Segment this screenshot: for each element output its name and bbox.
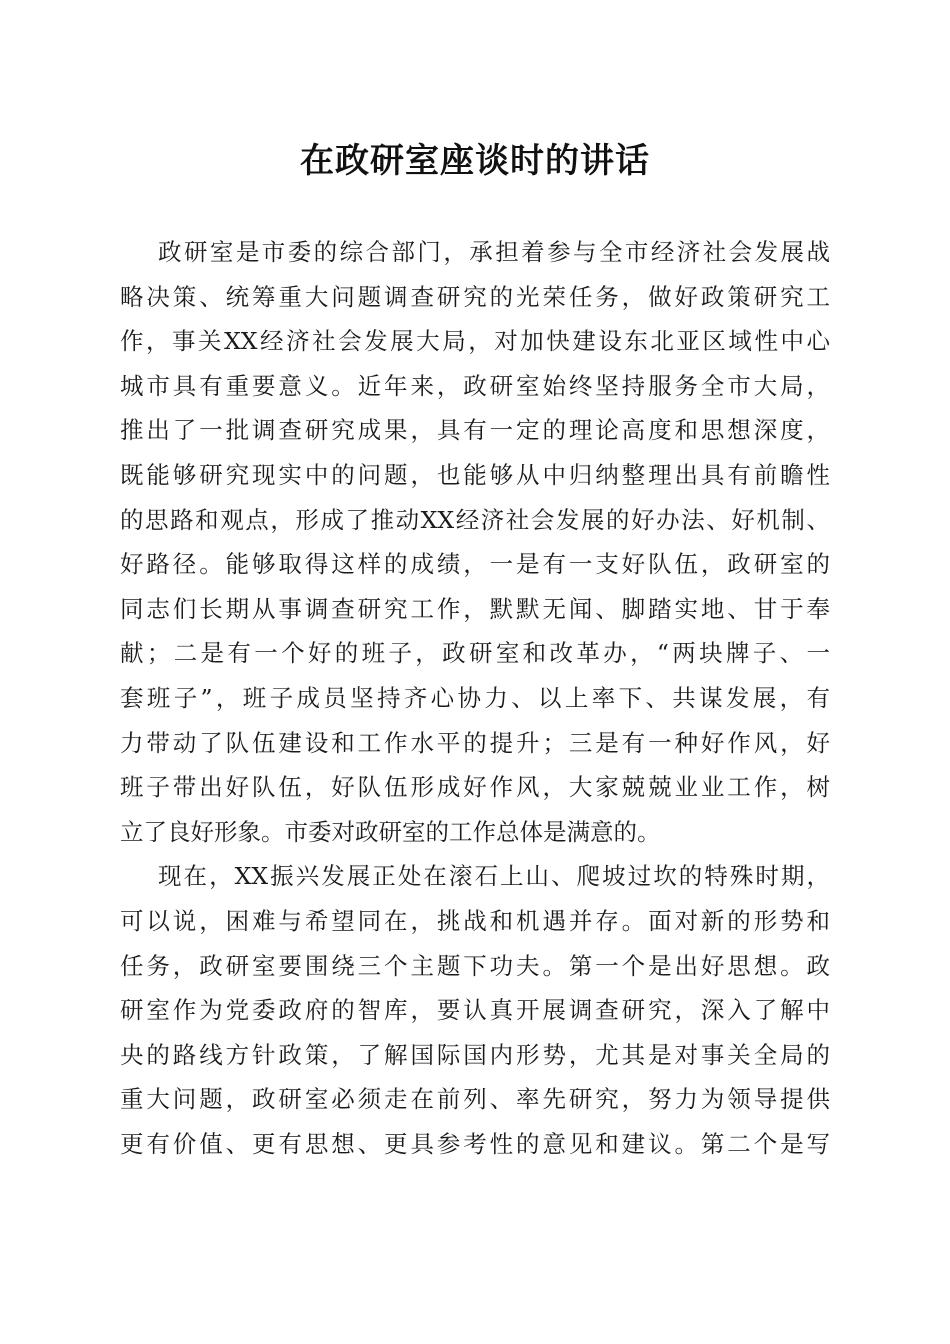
text-line: 城市具有重要意义。近年来，政研室始终坚持服务全市大局， — [120, 371, 830, 400]
text-line: 央的路线方针政策，了解国际国内形势，尤其是对事关全局的 — [120, 1040, 830, 1069]
text-line: 略决策、统筹重大问题调查研究的光荣任务，做好政策研究工 — [120, 282, 830, 311]
text-line: 重大问题，政研室必须走在前列、率先研究，努力为领导提供 — [120, 1085, 830, 1114]
text-line: 套班子”，班子成员坚持齐心协力、以上率下、共谋发展，有 — [120, 683, 830, 712]
text-line: 既能够研究现实中的问题，也能够从中归纳整理出具有前瞻性 — [120, 460, 830, 489]
text-line: 研室作为党委政府的智库，要认真开展调查研究，深入了解中 — [120, 996, 830, 1025]
text-line: 同志们长期从事调查研究工作，默默无闻、脚踏实地、甘于奉 — [120, 594, 830, 623]
text-line: 力带动了队伍建设和工作水平的提升；三是有一种好作风，好 — [120, 728, 830, 757]
text-line: 立了良好形象。市委对政研室的工作总体是满意的。 — [120, 817, 661, 846]
text-line: 作，事关XX经济社会发展大局，对加快建设东北亚区域性中心 — [120, 327, 830, 356]
text-line: 现在，XX振兴发展正处在滚石上山、爬坡过坎的特殊时期， — [158, 862, 830, 891]
text-line: 好路径。能够取得这样的成绩，一是有一支好队伍，政研室的 — [120, 550, 830, 579]
document-body — [120, 230, 830, 1166]
paragraph-2 — [120, 854, 830, 1166]
document-title: 在政研室座谈时的讲话 — [300, 141, 650, 181]
text-line: 班子带出好队伍，好队伍形成好作风，大家兢兢业业工作，树 — [120, 773, 830, 802]
text-line: 政研室是市委的综合部门，承担着参与全市经济社会发展战 — [158, 238, 830, 266]
paragraph-1 — [120, 230, 830, 854]
text-line: 更有价值、更有思想、更具参考性的意见和建议。第二个是写 — [120, 1129, 830, 1158]
text-line: 任务，政研室要围绕三个主题下功夫。第一个是出好思想。政 — [120, 951, 830, 980]
text-line: 献；二是有一个好的班子，政研室和改革办，“两块牌子、一 — [120, 639, 830, 668]
text-line: 可以说，困难与希望同在，挑战和机遇并存。面对新的形势和 — [120, 906, 830, 935]
text-line: 的思路和观点，形成了推动XX经济社会发展的好办法、好机制、 — [120, 505, 830, 534]
text-line: 推出了一批调查研究成果，具有一定的理论高度和思想深度， — [120, 416, 830, 445]
